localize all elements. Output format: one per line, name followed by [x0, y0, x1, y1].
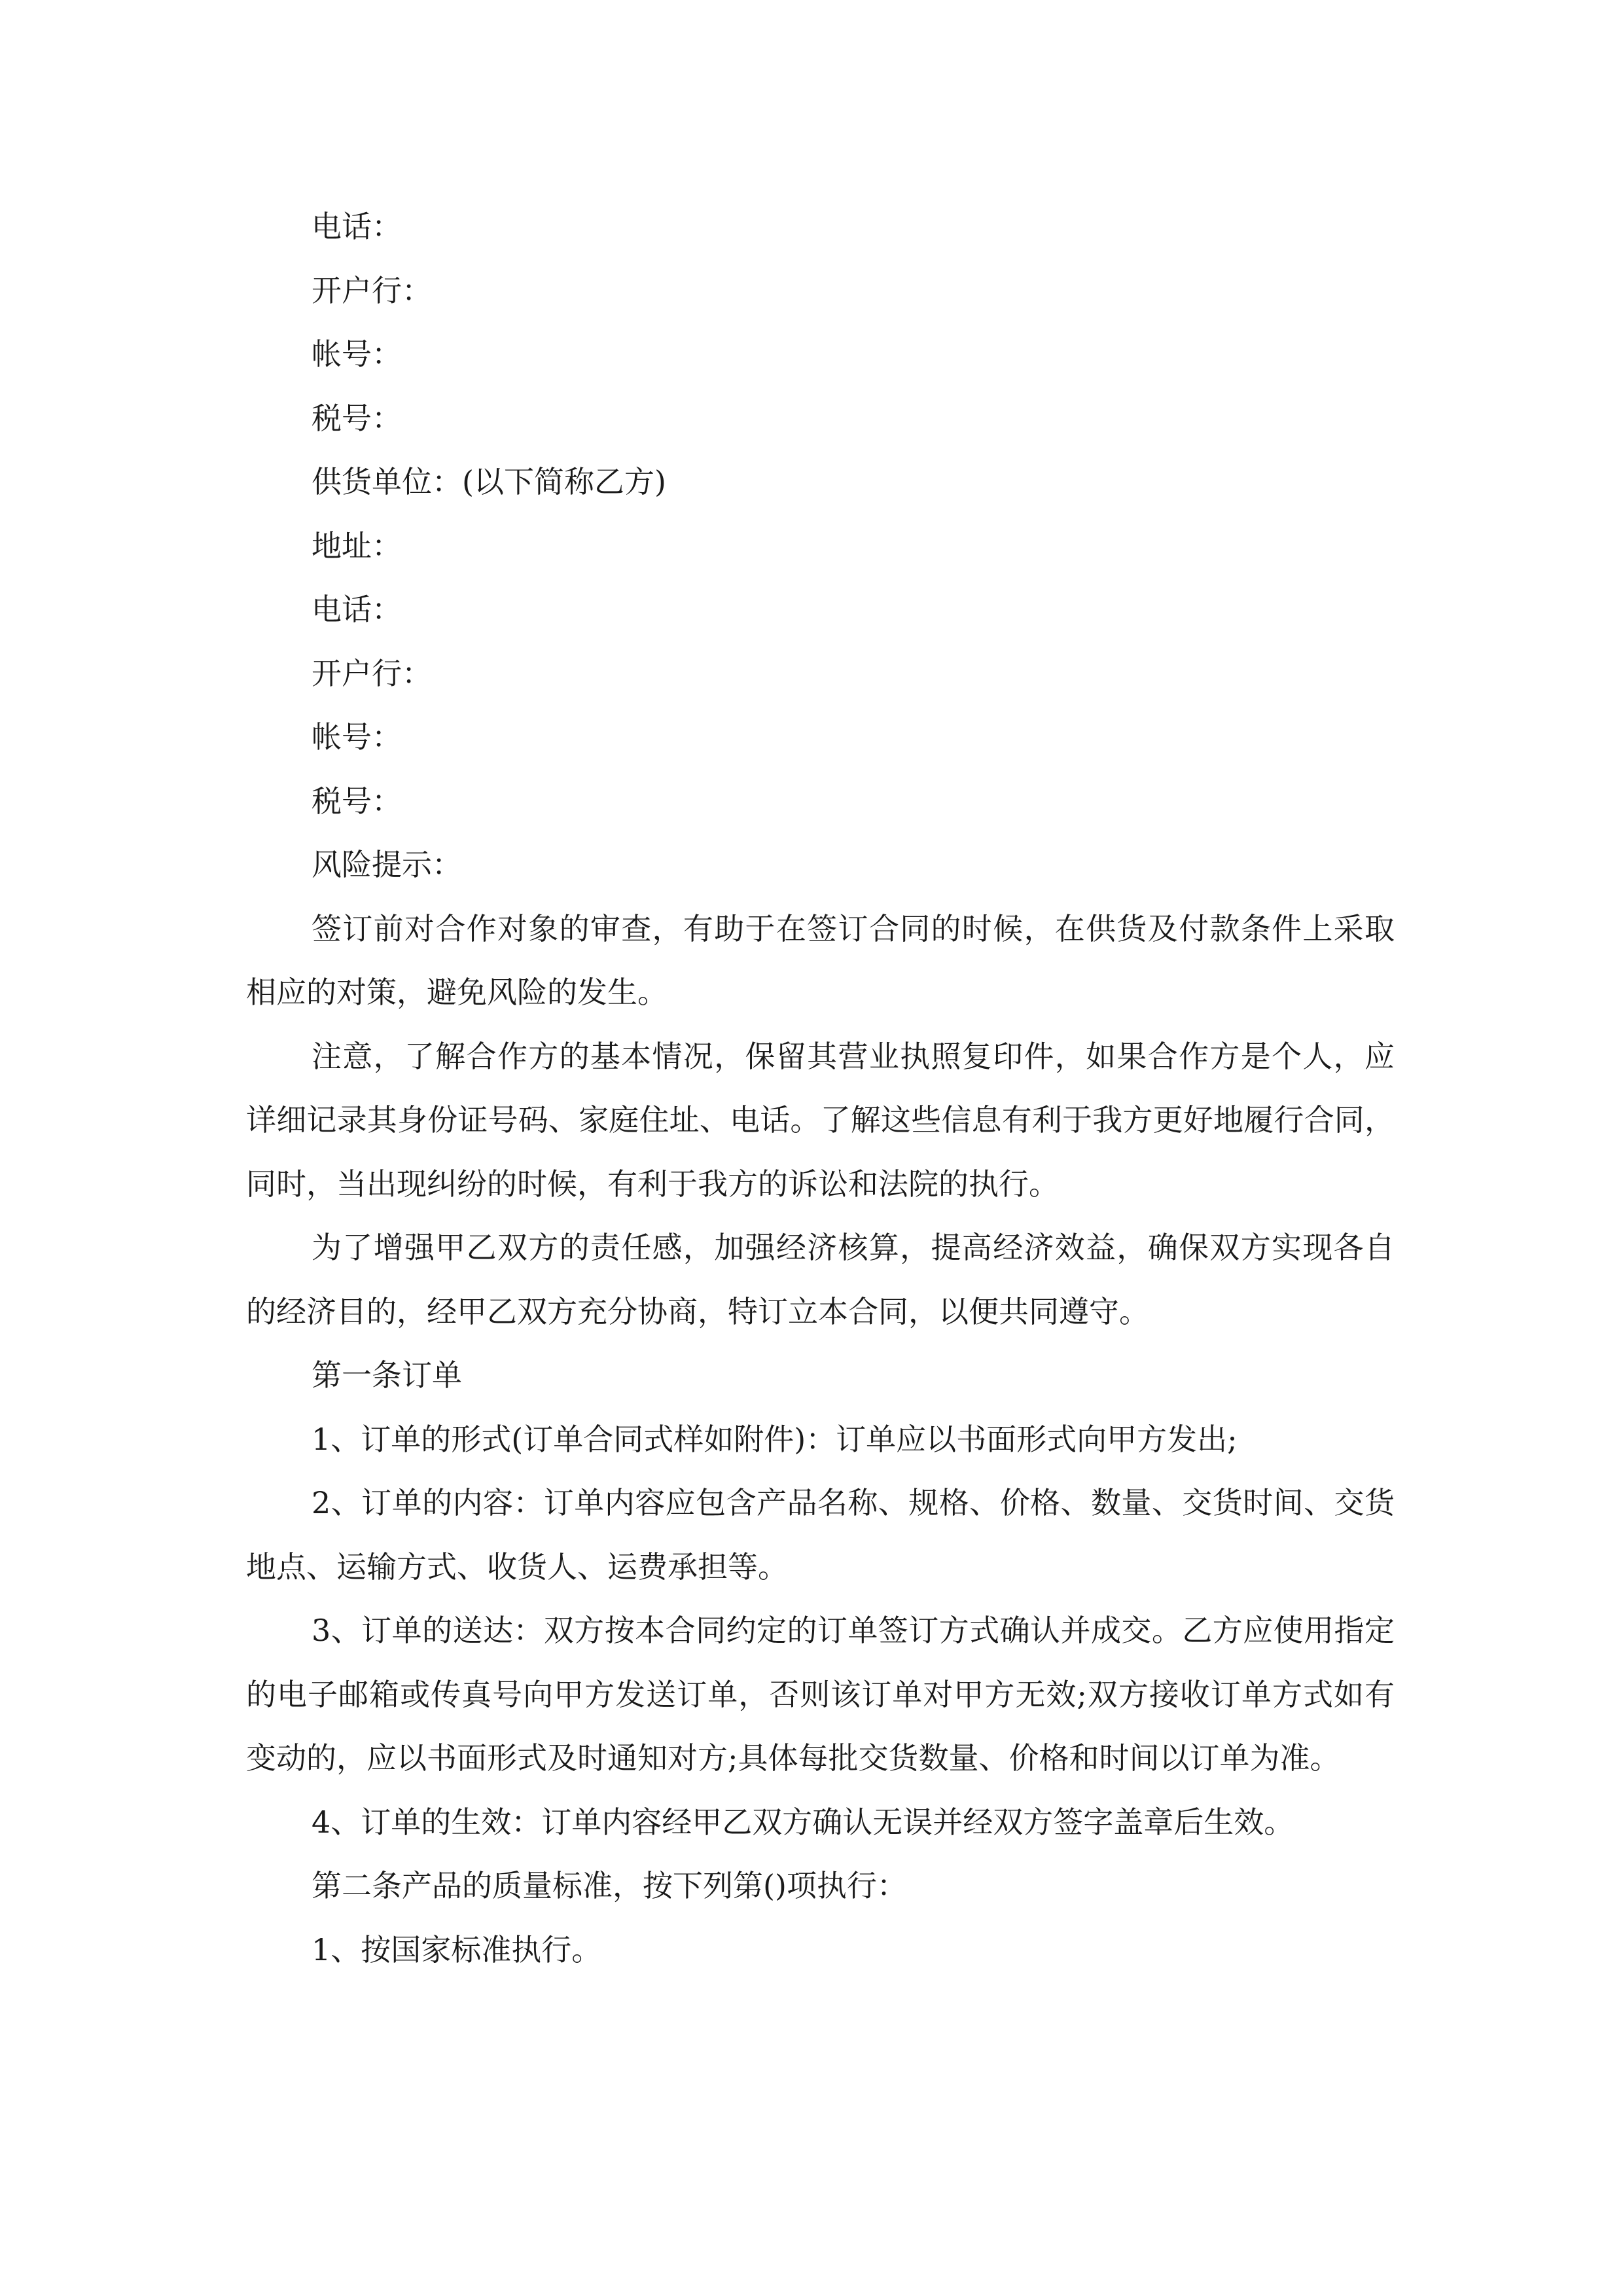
- supplier-address-field: 地址：: [312, 528, 402, 564]
- article-2-item-1: 1、按国家标准执行。: [312, 1931, 602, 1967]
- risk-paragraph-2: 注意，了解合作方的基本情况，保留其营业执照复印件，如果合作方是个人，应详细记录其身份证号码、家庭住址、电话。了解这些信息有利于我方更好地履行合同，同时，当出现纠纷的时候，有利于我方的诉讼和法院的执行。: [246, 1038, 1395, 1202]
- article-1-item-2: 2、订单的内容：订单内容应包含产品名称、规格、价格、数量、交货时间、交货地点、运输方式、收货人、运费承担等。: [246, 1485, 1395, 1585]
- supplier-title: 供货单位：(以下简称乙方): [312, 464, 666, 499]
- risk-paragraph-1: 签订前对合作对象的审查，有助于在签订合同的时候，在供货及付款条件上采取相应的对策，避免风险的发生。: [246, 910, 1395, 1010]
- supplier-tax-field: 税号：: [312, 783, 402, 819]
- supplier-account-field: 帐号：: [312, 719, 402, 755]
- preamble-paragraph: 为了增强甲乙双方的责任感，加强经济核算，提高经济效益，确保双方实现各自的经济目的，经甲乙双方充分协商，特订立本合同，以便共同遵守。: [246, 1230, 1395, 1329]
- document-body: [246, 195, 1395, 1982]
- buyer-phone-field: 电话：: [312, 209, 402, 244]
- buyer-account-field: 帐号：: [312, 336, 402, 372]
- article-1-item-1: 1、订单的形式(订单合同式样如附件)：订单应以书面形式向甲方发出;: [312, 1421, 1238, 1457]
- buyer-tax-field: 税号：: [312, 400, 402, 436]
- supplier-phone-field: 电话：: [312, 592, 402, 627]
- article-1-item-4: 4、订单的生效：订单内容经甲乙双方确认无误并经双方签字盖章后生效。: [312, 1804, 1294, 1840]
- supplier-bank-field: 开户行：: [312, 655, 432, 691]
- article-1-item-3: 3、订单的送达：双方按本合同约定的订单签订方式确认并成交。乙方应使用指定的电子邮箱或传真号向甲方发送订单，否则该订单对甲方无效;双方接收订单方式如有变动的，应以书面形式及时通知对方;具体每批交货数量、价格和时间以订单为准。: [246, 1613, 1395, 1776]
- article-2-title: 第二条产品的质量标准，按下列第()项执行：: [312, 1868, 907, 1903]
- risk-heading: 风险提示：: [312, 847, 462, 882]
- article-1-title: 第一条订单: [312, 1357, 462, 1393]
- buyer-bank-field: 开户行：: [312, 272, 432, 308]
